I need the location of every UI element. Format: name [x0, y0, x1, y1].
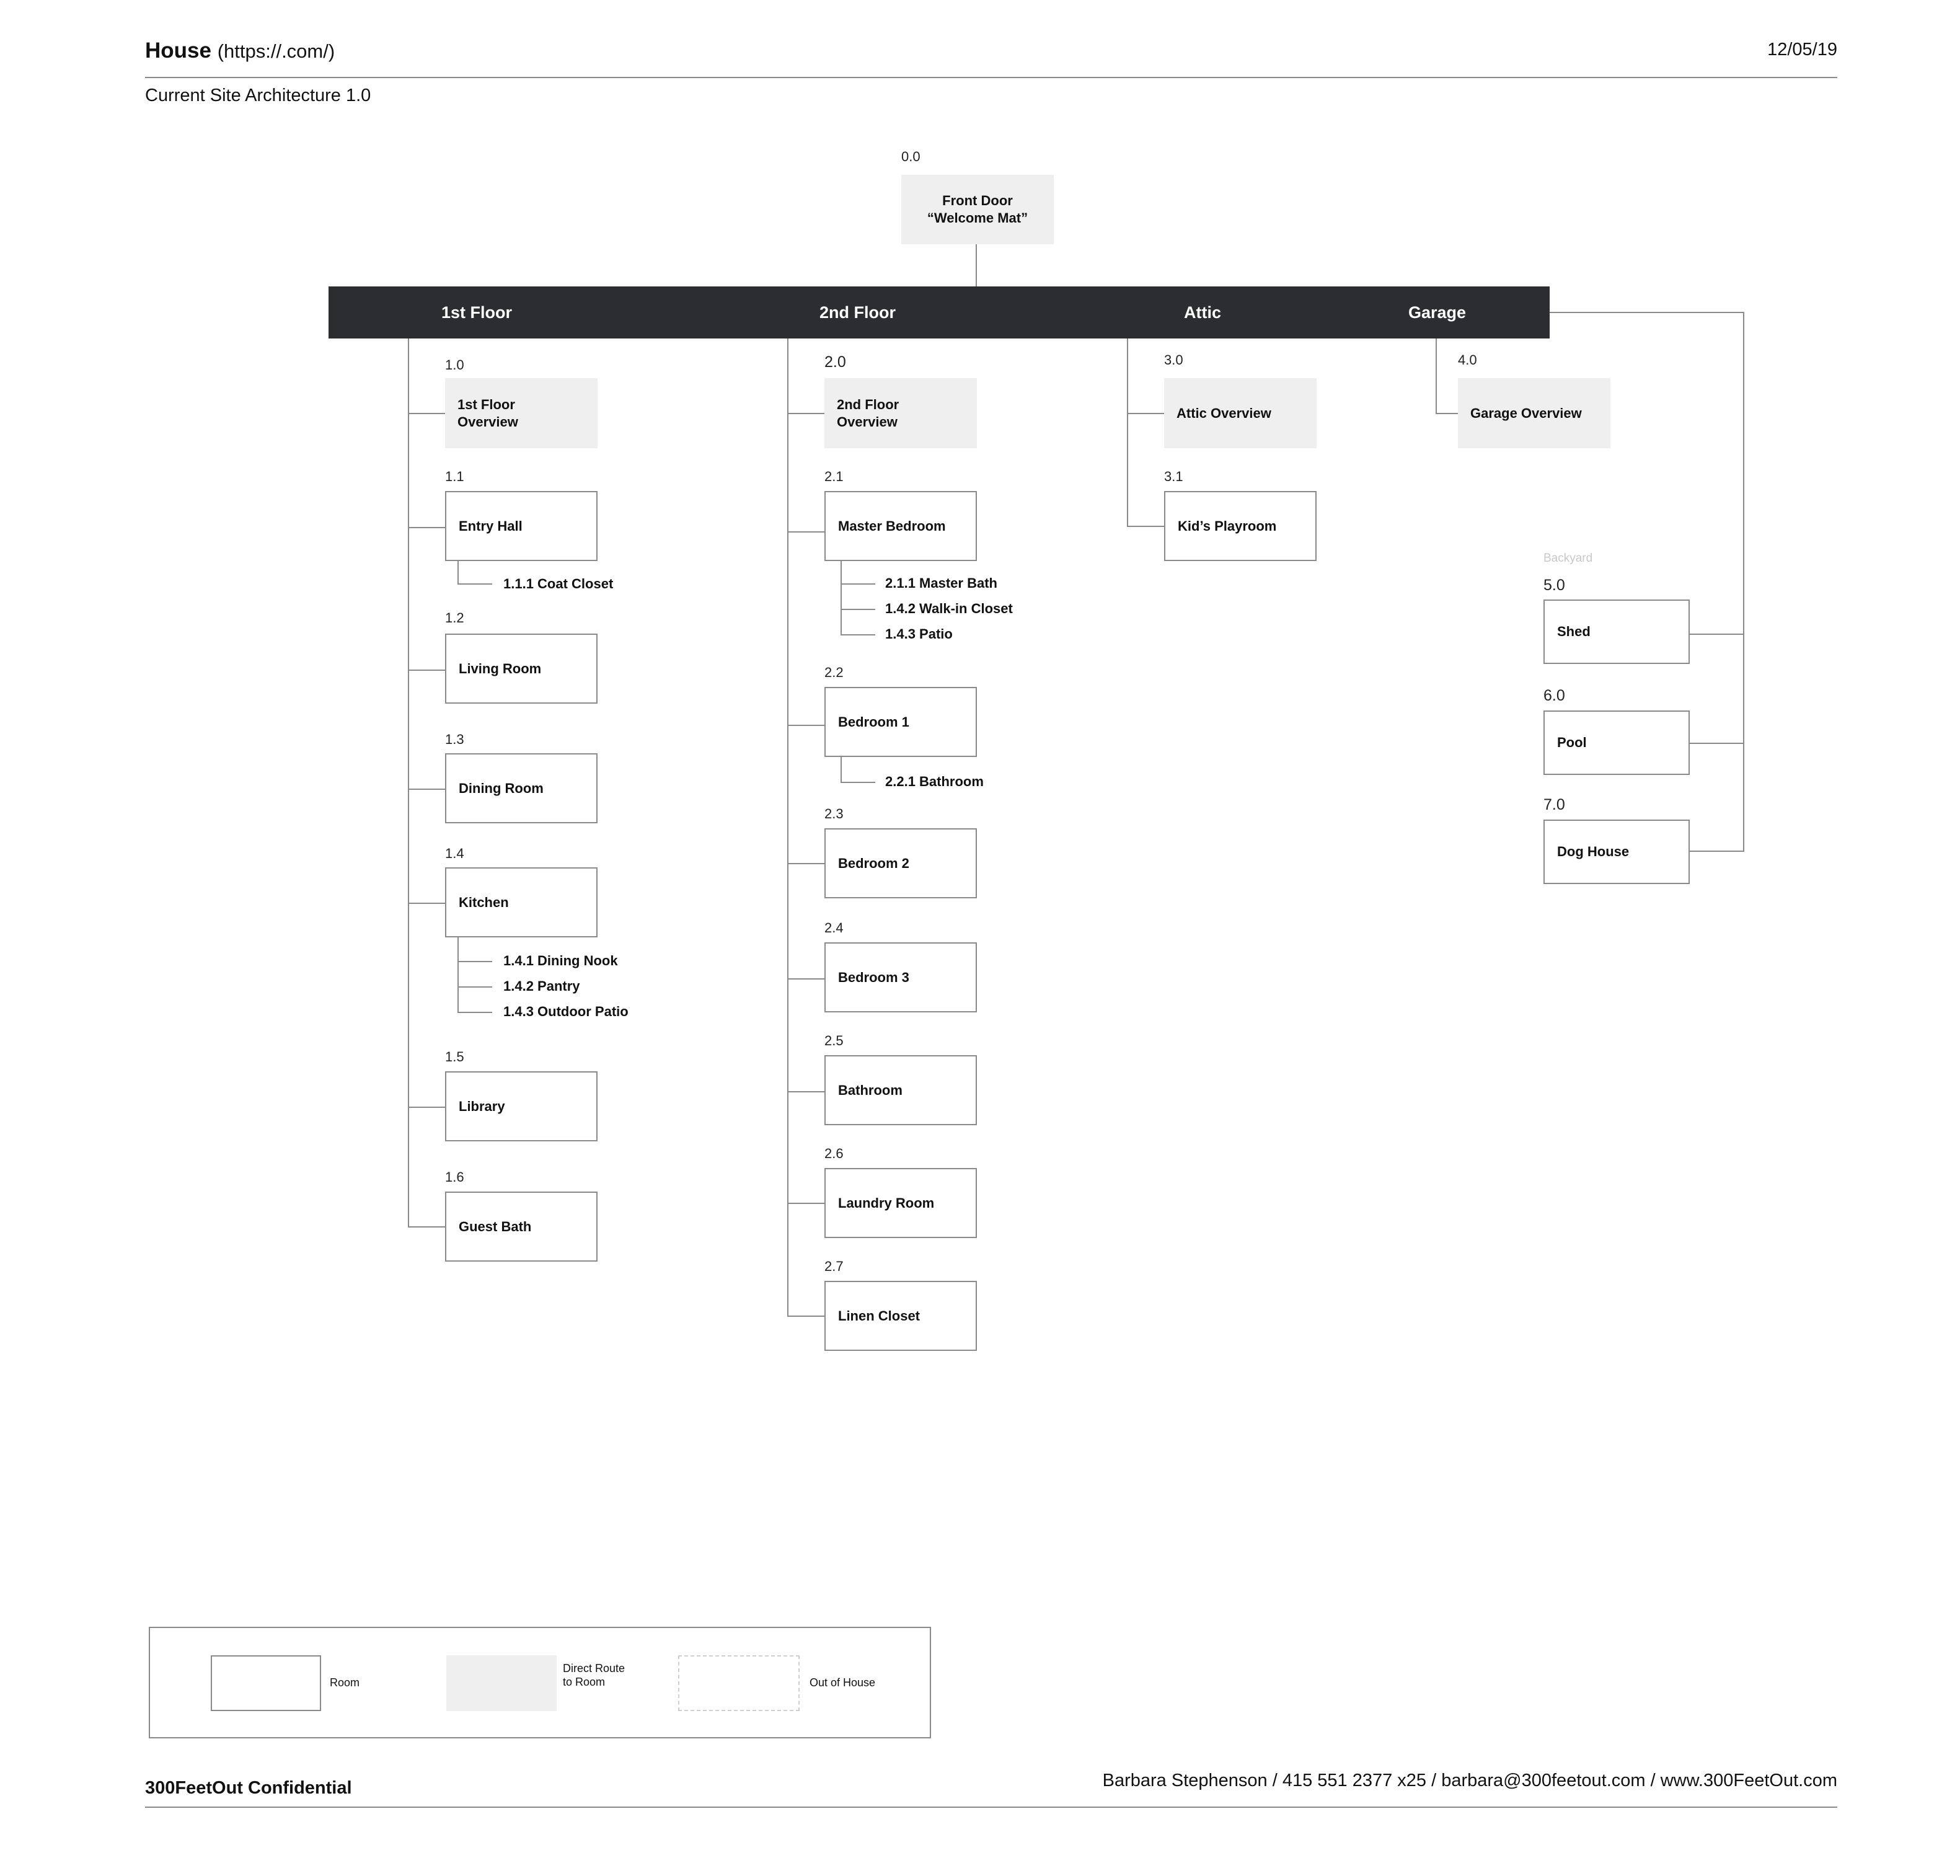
floor1-overview[interactable] [445, 378, 598, 448]
sub-connector [457, 561, 459, 585]
room-linen-closet[interactable]: Linen Closet [824, 1281, 977, 1351]
section-garage[interactable]: Garage [1408, 303, 1467, 322]
header-date: 12/05/19 [1767, 40, 1837, 60]
floor1-item-number: 1.0 [445, 357, 464, 373]
connector [787, 725, 824, 726]
floor1-item-number: 1.3 [445, 732, 464, 747]
floor2-overview[interactable] [824, 378, 977, 448]
garage-overview[interactable]: Garage Overview [1458, 378, 1610, 448]
legend [149, 1627, 931, 1738]
subroom-bathroom[interactable]: 2.2.1 Bathroom [885, 774, 984, 789]
floor2-trunk [787, 338, 788, 1317]
room-master-bedroom[interactable]: Master Bedroom [824, 491, 977, 561]
floor2-item-number: 2.6 [824, 1146, 844, 1161]
sub-connector [841, 561, 842, 635]
floor2-item-number: 2.2 [824, 665, 844, 680]
room-bathroom[interactable]: Bathroom [824, 1055, 977, 1125]
root-line2: “Welcome Mat” [927, 210, 1028, 226]
subroom-coat-closet[interactable]: 1.1.1 Coat Closet [503, 576, 614, 591]
connector [408, 670, 445, 671]
backyard-title: Backyard [1543, 552, 1593, 565]
subroom-outdoor-patio[interactable]: 1.4.3 Outdoor Patio [503, 1004, 629, 1019]
garage-item-number: 4.0 [1458, 352, 1477, 368]
connector [787, 1316, 824, 1317]
floor2-item-number: 2.1 [824, 469, 844, 484]
subroom-walk-in-closet[interactable]: 1.4.2 Walk-in Closet [885, 601, 1013, 616]
floor1-overview-line2: Overview [457, 414, 518, 430]
backyard-item-number: 7.0 [1543, 796, 1565, 813]
connector [1690, 743, 1744, 744]
connector [408, 789, 445, 790]
sub-connector [457, 1012, 492, 1013]
legend-out-label: Out of House [810, 1676, 876, 1689]
site-name: House [145, 38, 211, 63]
floor1-overview-line1: 1st Floor [457, 396, 515, 412]
legend-room-label: Room [330, 1676, 360, 1689]
room-bedroom-3[interactable]: Bedroom 3 [824, 942, 977, 1012]
subroom-pantry[interactable]: 1.4.2 Pantry [503, 978, 580, 994]
subroom-dining-nook[interactable]: 1.4.1 Dining Nook [503, 953, 618, 968]
attic-item-number: 3.0 [1164, 352, 1183, 368]
root-connector [976, 244, 977, 286]
connector [787, 1091, 824, 1092]
garage-trunk [1436, 338, 1437, 414]
connector [787, 413, 824, 414]
floor1-item-number: 1.5 [445, 1049, 464, 1064]
sub-connector [457, 583, 492, 585]
footer-divider [145, 1807, 1837, 1808]
sub-connector [457, 961, 492, 962]
room-laundry-room[interactable]: Laundry Room [824, 1168, 977, 1238]
floor2-item-number: 2.5 [824, 1033, 844, 1048]
connector [787, 978, 824, 980]
legend-direct-line2: to Room [563, 1676, 606, 1688]
connector [1690, 634, 1744, 635]
backyard-shed[interactable]: Shed [1543, 600, 1690, 664]
floor2-item-number: 2.4 [824, 920, 844, 936]
section-1st-floor[interactable]: 1st Floor [441, 303, 513, 322]
sub-connector [841, 609, 875, 610]
connector [408, 527, 445, 528]
room-guest-bath[interactable]: Guest Bath [445, 1192, 598, 1262]
legend-room-swatch [211, 1655, 321, 1711]
connector [787, 531, 824, 533]
legend-direct-line1: Direct Route [563, 1662, 625, 1675]
sub-connector [841, 583, 875, 585]
section-attic[interactable]: Attic [1184, 303, 1221, 322]
root-number: 0.0 [901, 149, 920, 164]
sub-connector [841, 634, 875, 635]
connector [408, 903, 445, 904]
backyard-item-number: 6.0 [1543, 687, 1565, 704]
footer-contact: Barbara Stephenson / 415 551 2377 x25 / barbara@300feetout.com / www.300FeetOut.com [1102, 1771, 1837, 1790]
connector [1127, 413, 1164, 414]
section-2nd-floor[interactable]: 2nd Floor [819, 303, 896, 322]
footer-confidential: 300FeetOut Confidential [145, 1778, 352, 1798]
legend-direct-label [563, 1661, 625, 1689]
backyard-item-number: 5.0 [1543, 577, 1565, 594]
floor2-item-number: 2.7 [824, 1259, 844, 1274]
connector [1436, 413, 1458, 414]
room-kitchen[interactable]: Kitchen [445, 867, 598, 937]
room-bedroom-1[interactable]: Bedroom 1 [824, 687, 977, 757]
backyard-pool[interactable]: Pool [1543, 710, 1690, 775]
room-library[interactable]: Library [445, 1071, 598, 1141]
attic-trunk [1127, 338, 1128, 527]
floor2-overview-line2: Overview [837, 414, 898, 430]
page-header [145, 38, 335, 63]
connector [787, 863, 824, 864]
sub-connector [841, 782, 875, 783]
sub-connector [841, 757, 842, 783]
room-dining-room[interactable]: Dining Room [445, 753, 598, 823]
sub-connector [457, 986, 492, 988]
floor2-item-number: 2.0 [824, 353, 846, 371]
header-divider [145, 77, 1837, 78]
floor1-item-number: 1.1 [445, 469, 464, 484]
room-living-room[interactable]: Living Room [445, 634, 598, 704]
floor2-overview-line1: 2nd Floor [837, 396, 899, 412]
root-line1: Front Door [942, 193, 1013, 208]
backyard-dog-house[interactable]: Dog House [1543, 820, 1690, 884]
floor1-item-number: 1.6 [445, 1169, 464, 1185]
attic-item-number: 3.1 [1164, 469, 1183, 484]
connector [408, 1226, 445, 1228]
room-kids-playroom[interactable]: Kid’s Playroom [1164, 491, 1317, 561]
subroom-master-bath[interactable]: 2.1.1 Master Bath [885, 575, 997, 591]
connector [408, 413, 445, 414]
floor1-trunk [408, 338, 409, 1228]
section-bar [329, 286, 1550, 338]
floor1-item-number: 1.2 [445, 610, 464, 626]
subroom-patio[interactable]: 1.4.3 Patio [885, 626, 953, 642]
site-url[interactable]: (https://.com/) [217, 40, 335, 62]
floor1-item-number: 1.4 [445, 846, 464, 861]
backyard-connector [1550, 312, 1744, 313]
attic-overview[interactable]: Attic Overview [1164, 378, 1317, 448]
root-node[interactable] [901, 175, 1054, 244]
connector [1127, 526, 1164, 527]
legend-direct-swatch [446, 1655, 557, 1711]
sub-connector [457, 937, 459, 1013]
legend-out-swatch [678, 1655, 800, 1711]
connector [787, 1203, 824, 1204]
floor2-item-number: 2.3 [824, 806, 844, 821]
connector [408, 1107, 445, 1108]
backyard-trunk [1743, 312, 1744, 852]
connector [1690, 851, 1744, 852]
page-subtitle: Current Site Architecture 1.0 [145, 86, 371, 105]
room-bedroom-2[interactable]: Bedroom 2 [824, 828, 977, 898]
room-entry-hall[interactable]: Entry Hall [445, 491, 598, 561]
